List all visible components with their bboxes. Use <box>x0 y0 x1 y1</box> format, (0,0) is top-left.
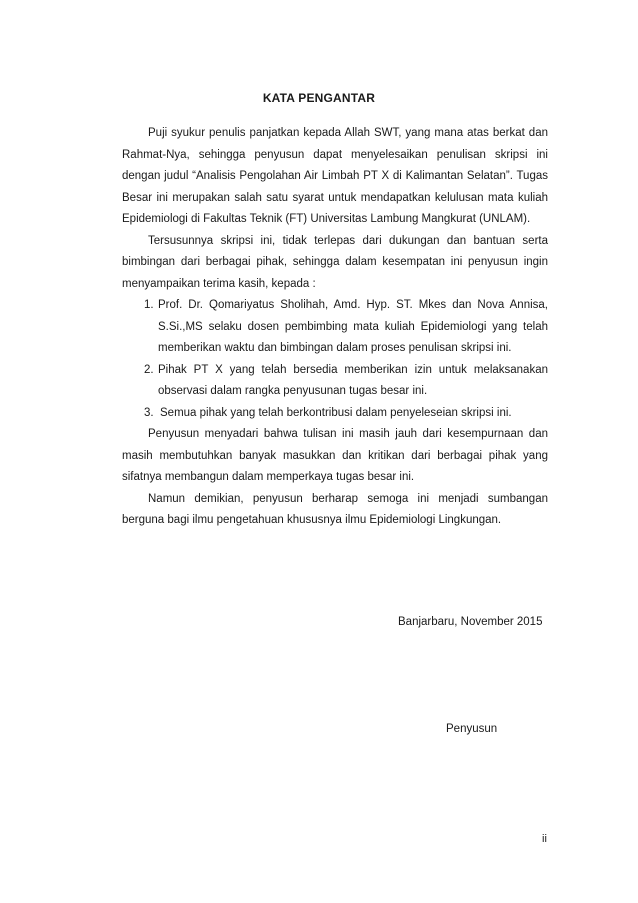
list-item-text: Pihak PT X yang telah bersedia memberikan izin untuk melaksanakan observasi dalam rangka penyusunan tugas besar ini. <box>158 363 548 397</box>
acknowledgement-list <box>122 295 548 424</box>
list-item-text: Prof. Dr. Qomariyatus Sholihah, Amd. Hyp. ST. Mkes dan Nova Annisa, S.Si.,MS selaku dosen pembimbing mata kuliah Epidemiologi yang telah memberikan waktu dan bimbingan dalam proses penulisan skripsi ini. <box>158 299 548 354</box>
paragraph-thanks: Tersusunnya skripsi ini, tidak terlepas dari dukungan dan bantuan serta bimbingan dari berbagai pihak, sehingga dalam kesempatan ini penyusun ingin menyampaikan terima kasih, kepada : <box>122 234 548 290</box>
page-title: KATA PENGANTAR <box>262 91 376 105</box>
paragraph-hope: Namun demikian, penyusun berharap semoga ini menjadi sumbangan berguna bagi ilmu pengetahuan khususnya ilmu Epidemiologi Lingkungan. <box>122 492 548 526</box>
signer-name: Penyusun <box>446 723 498 735</box>
document-body <box>122 123 548 532</box>
list-item <box>122 403 548 425</box>
list-item <box>122 295 548 360</box>
list-item <box>122 360 548 403</box>
list-item-number: 1. <box>144 299 154 311</box>
list-item-text: Semua pihak yang telah berkontribusi dalam penyeleseian skripsi ini. <box>160 406 512 419</box>
paragraph-intro: Puji syukur penulis panjatkan kepada Allah SWT, yang mana atas berkat dan Rahmat-Nya, sehingga penyusun dapat menyelesaikan penulisan skripsi ini dengan judul “Analisis Pengolahan Air Limbah PT X di Kalimantan Selatan”. Tugas Besar ini merupakan salah satu syarat untuk mendapatkan kelulusan mata kuliah Epidemiologi di Fakultas Teknik (FT) Universitas Lambung Mangkurat (UNLAM). <box>122 127 548 225</box>
page-number: ii <box>542 833 547 845</box>
list-item-number: 3. <box>144 406 154 419</box>
place-date: Banjarbaru, November 2015 <box>398 616 543 628</box>
paragraph-humility: Penyusun menyadari bahwa tulisan ini masih jauh dari kesempurnaan dan masih membutuhkan banyak masukkan dan kritikan dari berbagai pihak yang sifatnya membangun dalam memperkaya tugas besar ini. <box>122 428 548 483</box>
list-item-number: 2. <box>144 363 154 376</box>
